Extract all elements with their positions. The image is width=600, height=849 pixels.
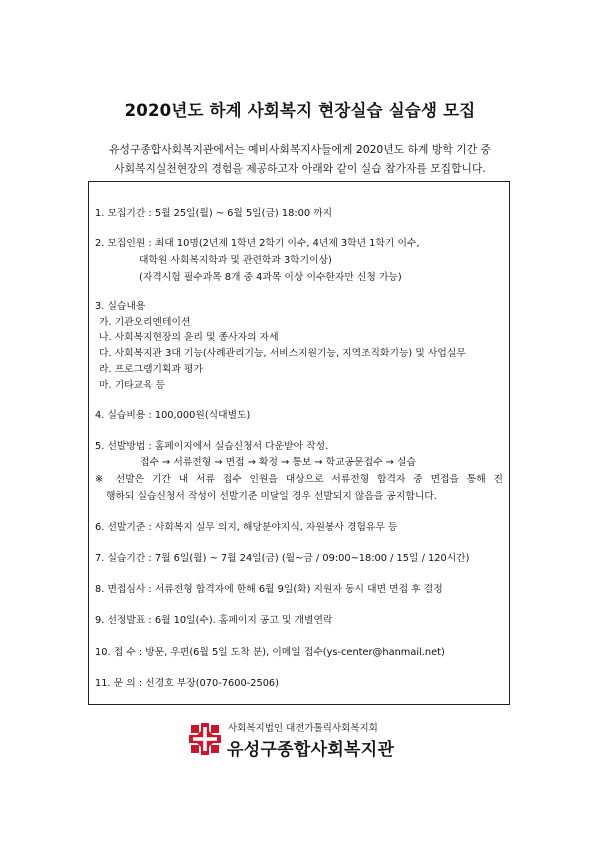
item-training-cost: 4. 실습비용 : 100,000원(식대별도) [95, 410, 251, 421]
content-b: 나. 사회복지현장의 윤리 및 종사자의 자세 [99, 332, 279, 343]
selection-note-line1: ※ 선발은 기간 내 서류 접수 인원을 대상으로 서류전형 합격자 중 면접을 통해 진 [95, 474, 503, 485]
intro-line-2: 사회복지실천현장의 경험을 제공하고자 아래와 같이 실습 참가자를 모집합니다. [114, 162, 486, 175]
intro-paragraph [40, 140, 560, 178]
selection-note-line2: 행하되 실습신청서 작성이 선발기준 미달일 경우 선발되지 않음을 공지합니다. [106, 491, 437, 502]
item-interview: 8. 면접심사 : 서류전형 합격자에 한해 6월 9일(화) 지원자 동시 대면 면접 후 결정 [95, 584, 443, 595]
org-parent-name: 사회복지법인 대전가톨릭사회복지회 [228, 723, 378, 734]
page-title: 2020년도 하계 사회복지 현장실습 실습생 모집 [124, 101, 476, 120]
details-box [88, 181, 510, 705]
item-recruit-period: 1. 모집기간 : 5월 25일(월) ~ 6월 5일(금) 18:00 까지 [95, 208, 333, 219]
content-a: 가. 기관오리엔테이션 [99, 317, 191, 328]
item-contact: 11. 문 의 : 신경호 부장(070-7600-2506) [95, 678, 279, 689]
cross-logo-icon [188, 722, 222, 756]
item-recruit-count: 2. 모집인원 : 최대 10명(2년제 1학년 2학기 이수, 4년제 3학년 1학기 이수, [95, 238, 420, 249]
item-announcement: 9. 선정발표 : 6월 10일(수). 홈페이지 공고 및 개별연락 [95, 615, 333, 626]
content-d: 라. 프로그램기획과 평가 [99, 364, 203, 375]
item-selection-method: 5. 선발방법 : 홈페이지에서 실습신청서 다운받아 작성. [95, 441, 329, 452]
organization-footer [188, 720, 428, 762]
item-training-period: 7. 실습기간 : 7월 6일(월) ~ 7월 24일(금) (월~금 / 09:00~18:00 / 15일 / 120시간) [95, 553, 470, 564]
item-recruit-count-line3: (자격시험 필수과목 8개 중 4과목 이상 이수한자만 신청 가능) [139, 272, 402, 283]
org-name: 유성구종합사회복지관 [227, 740, 395, 760]
item-training-content: 3. 실습내용 [95, 301, 146, 312]
intro-line-1: 유성구종합사회복지관에서는 예비사회복지사들에게 2020년도 하계 방학 기간 중 [109, 143, 491, 156]
item-recruit-count-line2: 대학원 사회복지학과 및 관련학과 3학기이상) [139, 255, 332, 266]
selection-process: 접수 → 서류전형 → 면접 → 확정 → 통보 → 학교공문접수 → 실습 [140, 457, 416, 468]
item-selection-criteria: 6. 선발기준 : 사회복지 실무 의지, 해당분야지식, 자원봉사 경험유무 등 [95, 522, 398, 533]
content-e: 마. 기타교육 등 [99, 380, 166, 391]
item-receipt: 10. 접 수 : 방문, 우편(6월 5일 도착 분), 이메일 접수(ys-center@hanmail.net) [95, 647, 445, 658]
content-c: 다. 사회복지관 3대 기능(사례관리기능, 서비스지원기능, 지역조직화기능) 및 사업실무 [99, 348, 466, 359]
